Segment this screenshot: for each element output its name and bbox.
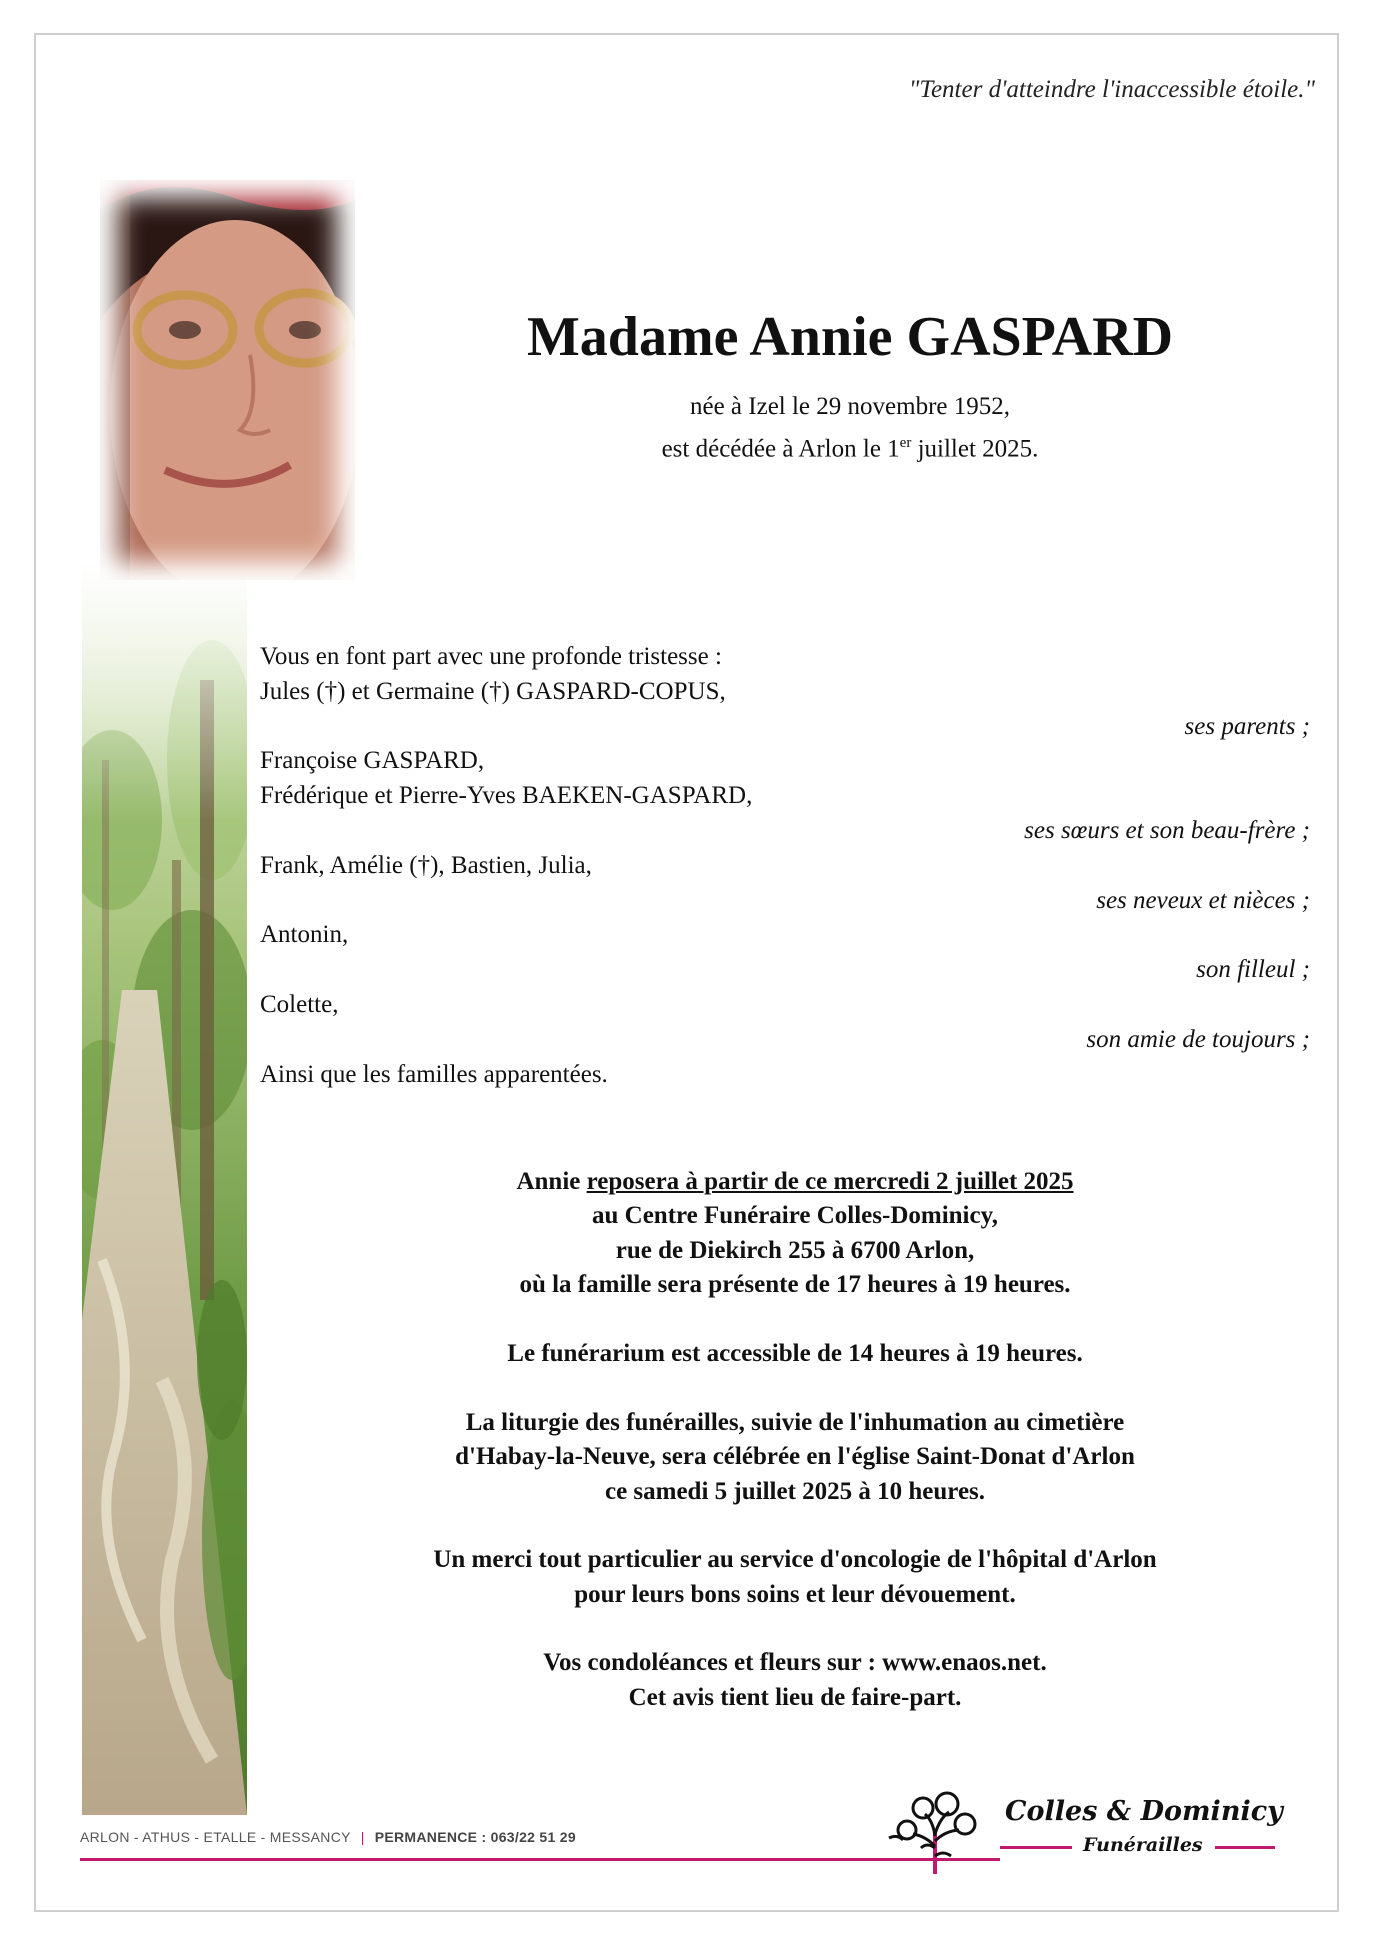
footer-permanence: PERMANENCE : 063/22 51 29 <box>374 1829 576 1845</box>
info-line: au Centre Funéraire Colles-Dominicy, <box>592 1202 998 1230</box>
footer-locations: ARLON - ATHUS - ETALLE - MESSANCY <box>80 1829 351 1845</box>
death-suffix: juillet 2025. <box>911 435 1039 463</box>
footer-contact <box>80 1829 576 1845</box>
funerarium-line: Le funérarium est accessible de 14 heures à 19 heures. <box>507 1339 1083 1367</box>
logo-rule <box>1215 1846 1275 1849</box>
family-role: son amie de toujours ; <box>1086 1025 1310 1053</box>
dates-block <box>470 388 1230 467</box>
first-name: Annie <box>516 1168 581 1195</box>
family-role: ses neveux et nièces ; <box>1096 886 1310 914</box>
family-list <box>260 640 1310 1092</box>
reposera-text: reposera à partir de ce mercredi 2 juillet 2025 <box>586 1168 1074 1195</box>
portrait-fade <box>100 180 355 580</box>
thanks-line: Un merci tout particulier au service d'oncologie de l'hôpital d'Arlon <box>433 1546 1157 1574</box>
liturgy-line: La liturgie des funérailles, suivie de l'inhumation au cimetière <box>465 1408 1125 1436</box>
family-line: Françoise GASPARD, <box>260 747 485 775</box>
footer-separator: | <box>360 1829 365 1845</box>
logo-title: Colles & Dominicy <box>1005 1796 1283 1827</box>
tree-icon <box>885 1786 985 1876</box>
thanks-line: pour leurs bons soins et leur dévouement. <box>574 1580 1016 1608</box>
family-role: ses parents ; <box>1184 712 1310 740</box>
info-line: où la famille sera présente de 17 heures à 19 heures. <box>519 1271 1071 1299</box>
footer-rule <box>80 1858 1000 1861</box>
death-line <box>470 425 1230 467</box>
company-logo <box>885 1786 1285 1876</box>
logo-subtitle: Funérailles <box>1083 1834 1203 1856</box>
family-line: Colette, <box>260 990 339 1018</box>
faire-part-line: Cet avis tient lieu de faire-part. <box>628 1683 962 1711</box>
family-line: Antonin, <box>260 921 349 949</box>
ordinal-suffix: er <box>899 435 912 451</box>
family-line: Jules (†) et Germaine (†) GASPARD-COPUS, <box>260 677 726 705</box>
family-line: Vous en font part avec une profonde tristesse : <box>260 643 722 670</box>
family-line: Frédérique et Pierre-Yves BAEKEN-GASPARD, <box>260 782 753 810</box>
deceased-name: Madame Annie GASPARD <box>526 306 1174 368</box>
liturgy-line: ce samedi 5 juillet 2025 à 10 heures. <box>604 1477 986 1505</box>
condolences-line: Vos condoléances et fleurs sur : www.enaos.net. <box>543 1649 1047 1677</box>
info-line: rue de Diekirch 255 à 6700 Arlon, <box>615 1236 975 1264</box>
family-role: ses sœurs et son beau-frère ; <box>1024 816 1310 844</box>
death-prefix: est décédée à Arlon le 1 <box>661 435 900 463</box>
birth-line: née à Izel le 29 novembre 1952, <box>689 393 1010 420</box>
family-line: Ainsi que les familles apparentées. <box>260 1060 608 1088</box>
epigraph-quote: "Tenter d'atteindre l'inaccessible étoile." <box>908 76 1315 103</box>
family-line: Frank, Amélie (†), Bastien, Julia, <box>260 851 592 879</box>
logo-rule <box>1000 1846 1072 1849</box>
reposera-line <box>300 1165 1290 1199</box>
liturgy-line: d'Habay-la-Neuve, sera célébrée en l'église Saint-Donat d'Arlon <box>455 1443 1135 1471</box>
funeral-info <box>300 1165 1290 1715</box>
strip-fade <box>82 560 247 820</box>
family-role: son filleul ; <box>1196 956 1310 984</box>
